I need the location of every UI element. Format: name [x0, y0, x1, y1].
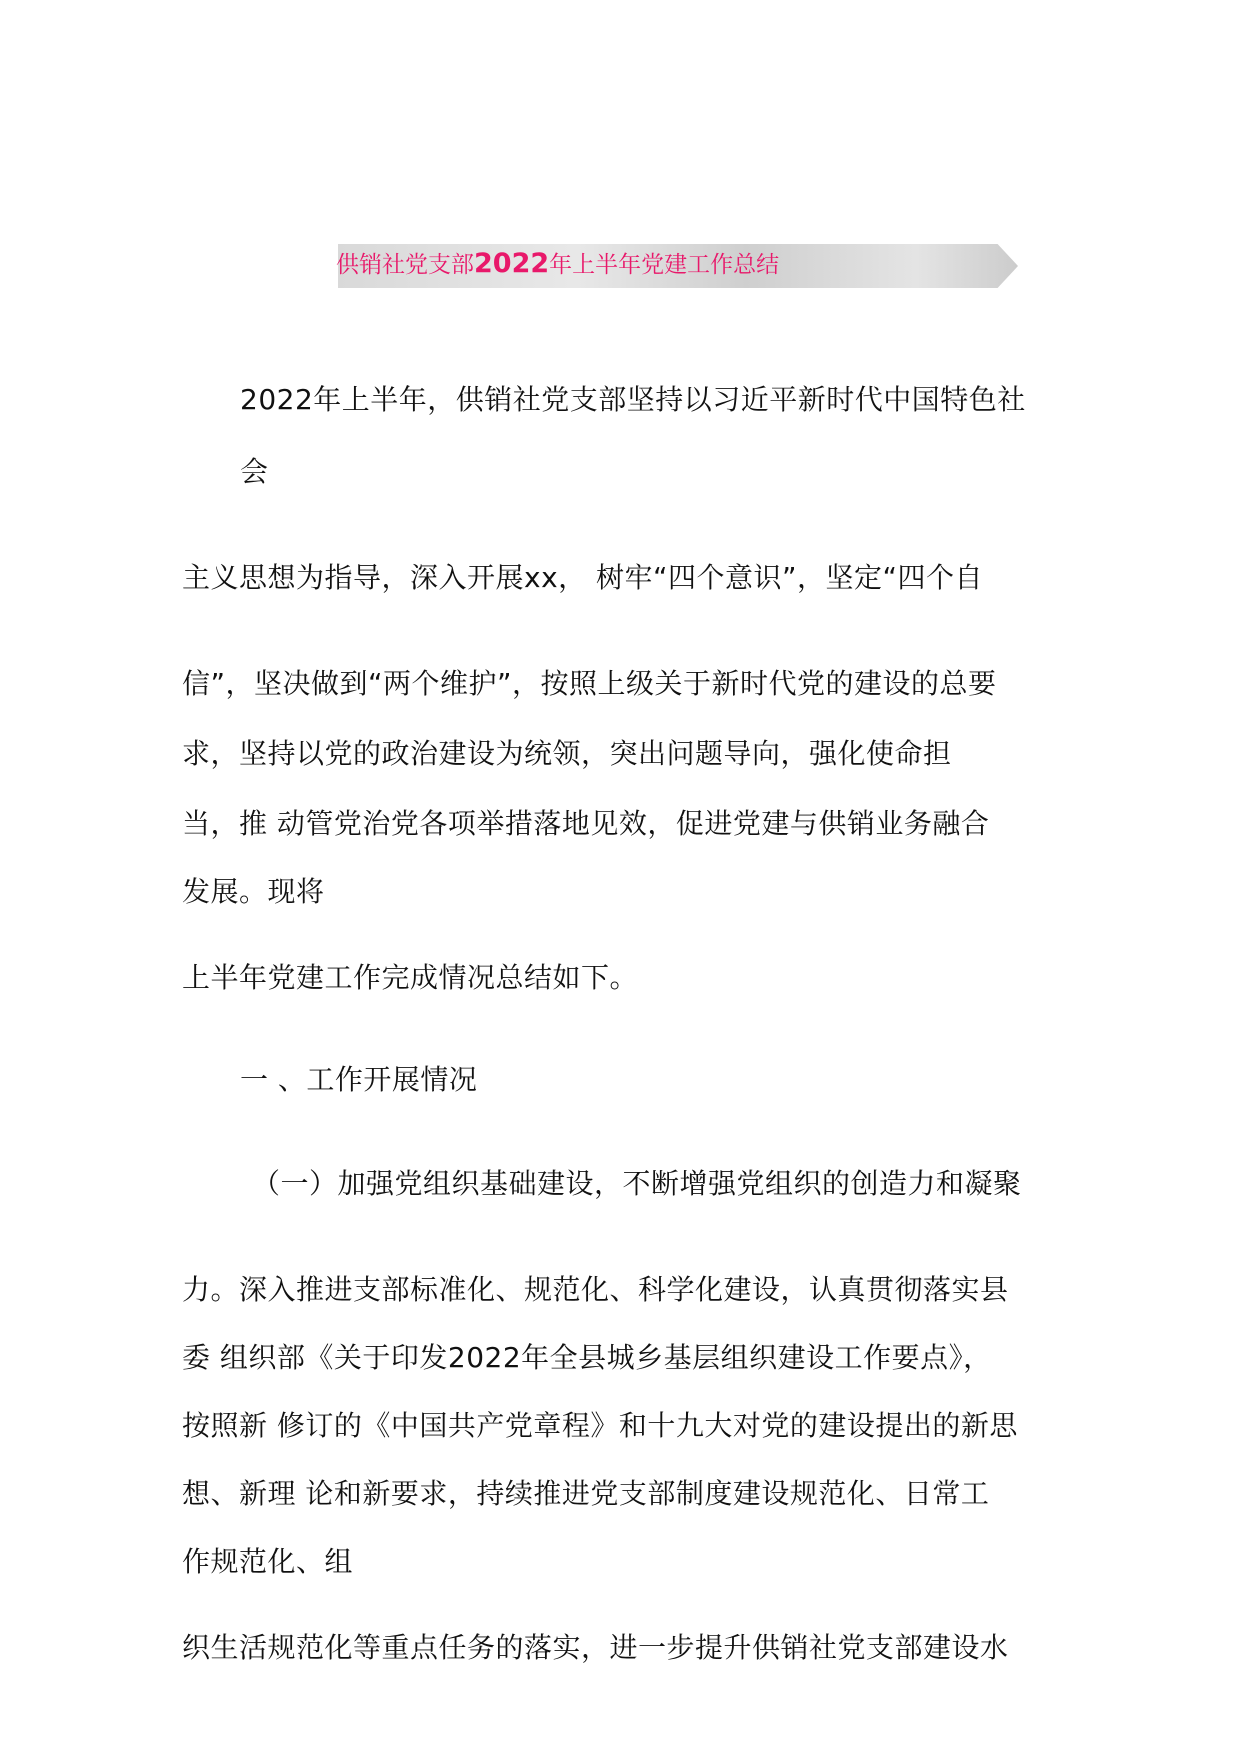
paragraph-line: 织生活规范化等重点任务的落实，进一步提升供销社党支部建设水	[182, 1631, 1009, 1664]
paragraph-line: 主义思想为指导，深入开展xx， 树牢“四个意识”，坚定“四个自	[182, 561, 984, 594]
paragraph-line: 2022年上半年，供销社党支部坚持以习近平新时代中国特色社	[240, 383, 1026, 416]
paragraph-line: 信”，坚决做到“两个维护”，按照上级关于新时代党的建设的总要	[182, 667, 997, 700]
document-title	[336, 248, 779, 281]
title-suffix: 年上半年党建工作总结	[549, 252, 780, 278]
paragraph-line: 按照新 修订的《中国共产党章程》和十九大对党的建设提出的新思	[182, 1409, 1018, 1442]
paragraph-line: 求，坚持以党的政治建设为统领，突出问题导向，强化使命担	[182, 737, 952, 770]
paragraph-line: 会	[240, 455, 269, 488]
paragraph-line: 上半年党建工作完成情况总结如下。	[182, 961, 639, 994]
subsection-heading: （一）加强党组织基础建设，不断增强党组织的创造力和凝聚	[252, 1167, 1022, 1200]
section-heading: 一 、工作开展情况	[240, 1063, 478, 1096]
paragraph-line: 当，推 动管党治党各项举措落地见效，促进党建与供销业务融合	[182, 807, 990, 840]
paragraph-line: 委 组织部《关于印发2022年全县城乡基层组织建设工作要点》，	[182, 1341, 992, 1374]
paragraph-line: 发展。现将	[182, 875, 325, 908]
paragraph-line: 力。深入推进支部标准化、规范化、科学化建设，认真贯彻落实县	[182, 1273, 1009, 1306]
title-year: 2022	[474, 248, 550, 279]
title-prefix: 供销社党支部	[336, 252, 474, 278]
paragraph-line: 作规范化、组	[182, 1545, 354, 1578]
paragraph-line: 想、新理 论和新要求，持续推进党支部制度建设规范化、日常工	[182, 1477, 990, 1510]
